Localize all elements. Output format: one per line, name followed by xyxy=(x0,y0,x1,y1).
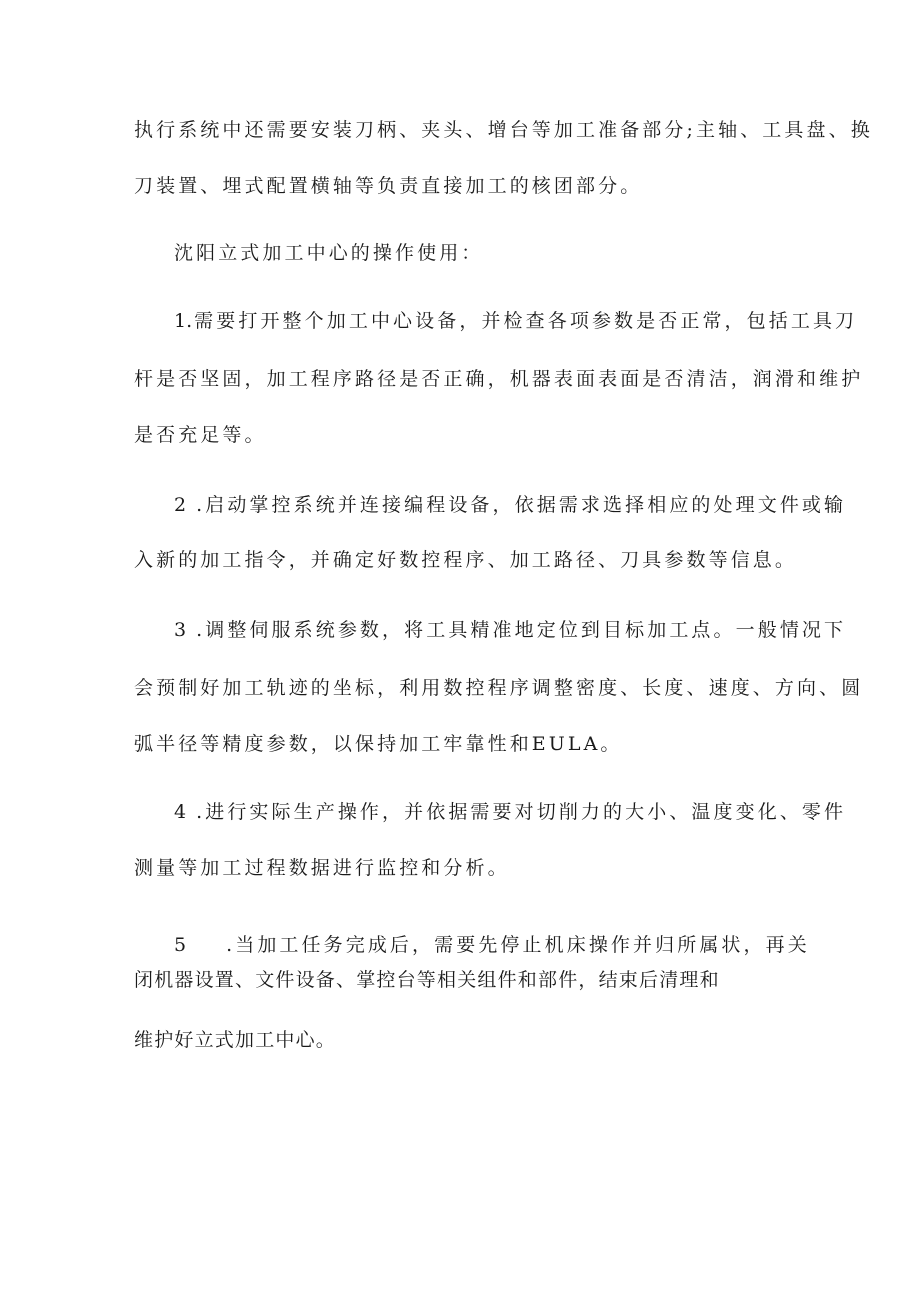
intro-line-2: 刀装置、埋式配置横轴等负责直接加工的核团部分。 xyxy=(134,175,643,197)
step-2-number: 2 xyxy=(174,494,187,516)
step-2-text-1: .启动掌控系统并连接编程设备，依据需求选择相应的处理文件或输 xyxy=(196,494,847,516)
step-1-line-3: 是否充足等。 xyxy=(134,424,267,446)
step-4-number: 4 xyxy=(174,801,187,823)
step-5-text-1: .当加工任务完成后，需要先停止机床操作并归所属状，再关 xyxy=(226,934,810,956)
step-5-line-3: 维护好立式加工中心。 xyxy=(134,1029,337,1051)
step-3-line-3: 弧半径等精度参数，以保持加工牢靠性和EULA。 xyxy=(134,733,623,755)
step-5-line-1 xyxy=(174,932,810,958)
step-1-text-1: 需要打开整个加工中心设备，并检查各项参数是否正常，包括工具刀 xyxy=(194,310,858,332)
step-3-line-1 xyxy=(174,617,846,643)
section-heading: 沈阳立式加工中心的操作使用： xyxy=(174,242,484,264)
step-3-text-1: .调整伺服系统参数，将工具精准地定位到目标加工点。一般情况下 xyxy=(196,619,847,641)
step-4-text-1: .进行实际生产操作，并依据需要对切削力的大小、温度变化、零件 xyxy=(196,801,847,823)
step-3-number: 3 xyxy=(174,619,187,641)
step-1-line-2: 杆是否坚固，加工程序路径是否正确，机器表面表面是否清洁，润滑和维护 xyxy=(134,368,864,390)
step-4-line-1 xyxy=(174,799,846,825)
step-2-line-1 xyxy=(174,492,846,518)
step-5-line-2: 闭机器设置、文件设备、掌控台等相关组件和部件，结束后清理和 xyxy=(134,969,720,991)
step-3-line-2: 会预制好加工轨迹的坐标，利用数控程序调整密度、长度、速度、方向、圆 xyxy=(134,677,864,699)
step-4-line-2: 测量等加工过程数据进行监控和分析。 xyxy=(134,857,510,879)
step-1-line-1 xyxy=(174,308,857,334)
intro-line-1: 执行系统中还需要安装刀柄、夹头、增台等加工准备部分;主轴、工具盘、换 xyxy=(134,119,873,141)
step-2-line-2: 入新的加工指令，并确定好数控程序、加工路径、刀具参数等信息。 xyxy=(134,549,798,571)
step-5-number: 5 xyxy=(174,934,187,956)
step-1-number: 1. xyxy=(174,310,193,332)
